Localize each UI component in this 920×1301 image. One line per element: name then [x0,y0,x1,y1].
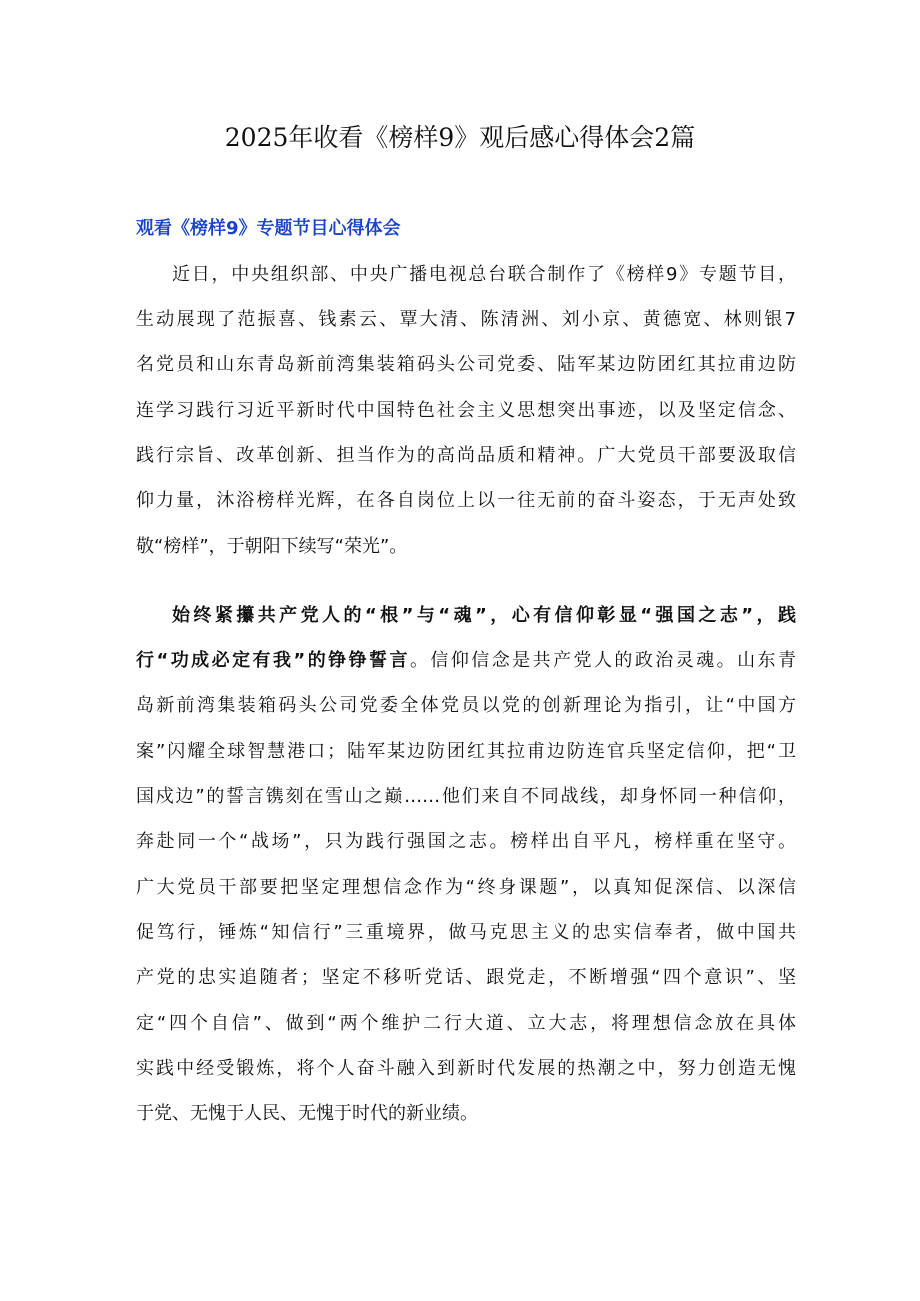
section-heading: 观看《榜样9》专题节目心得体会 [136,218,401,239]
paragraph-2-line: 案”闪耀全球智慧港口；陆军某边防团红其拉甫边防连官兵坚定信仰，把“卫 [136,741,796,762]
paragraph-2-bold-line: 始终紧攥共产党人的“根”与“魂”，心有信仰彰显“强国之志”，践 [172,605,796,626]
paragraph-1-line: 敬“榜样”，于朝阳下续写“荣光”。 [136,536,408,557]
paragraph-2-line: 岛新前湾集装箱码头公司党委全体党员以党的创新理论为指引，让“中国方 [136,695,796,716]
paragraph-1-line: 名党员和山东青岛新前湾集装箱码头公司党委、陆军某边防团红其拉甫边防 [136,354,796,375]
paragraph-2-line: 促笃行，锤炼“知信行”三重境界，做马克思主义的忠实信奉者，做中国共 [136,922,796,943]
paragraph-2-line: 于党、无愧于人民、无愧于时代的新业绩。 [136,1103,478,1124]
document-title: 2025年收看《榜样9》观后感心得体会2篇 [224,123,696,152]
paragraph-1-line: 近日，中央组织部、中央广播电视总台联合制作了《榜样9》专题节目， [172,264,796,285]
paragraph-2-line: 产党的忠实追随者；坚定不移听党话、跟党走，不断增强“四个意识”、坚 [136,967,796,988]
paragraph-1-line: 连学习践行习近平新时代中国特色社会主义思想突出事迹，以及坚定信念、 [136,400,796,421]
paragraph-2-line: 定“四个自信”、做到“两个维护二行大道、立大志，将理想信念放在具体 [136,1013,796,1034]
paragraph-2-bold-lead: 行“功成必定有我”的铮铮誓言 [136,650,410,671]
paragraph-2-lead-rest: 。信仰信念是共产党人的政治灵魂。山东青 [409,650,796,671]
paragraph-2-line [136,645,796,677]
paragraph-1-line: 仰力量，沐浴榜样光辉，在各自岗位上以一往无前的奋斗姿态，于无声处致 [136,490,796,511]
paragraph-1-line: 生动展现了范振喜、钱素云、覃大清、陈清洲、刘小京、黄德宽、林则银7 [136,309,796,330]
paragraph-2-line: 奔赴同一个“战场”，只为践行强国之志。榜样出自平凡，榜样重在坚守。 [136,831,796,852]
paragraph-2-line: 国戍边”的誓言镌刻在雪山之巅……他们来自不同战线，却身怀同一种信仰， [136,786,796,807]
paragraph-2-line: 广大党员干部要把坚定理想信念作为“终身课题”，以真知促深信、以深信 [136,877,796,898]
paragraph-1-line: 践行宗旨、改革创新、担当作为的高尚品质和精神。广大党员干部要汲取信 [136,445,796,466]
paragraph-2-line: 实践中经受锻炼，将个人奋斗融入到新时代发展的热潮之中，努力创造无愧 [136,1058,796,1079]
